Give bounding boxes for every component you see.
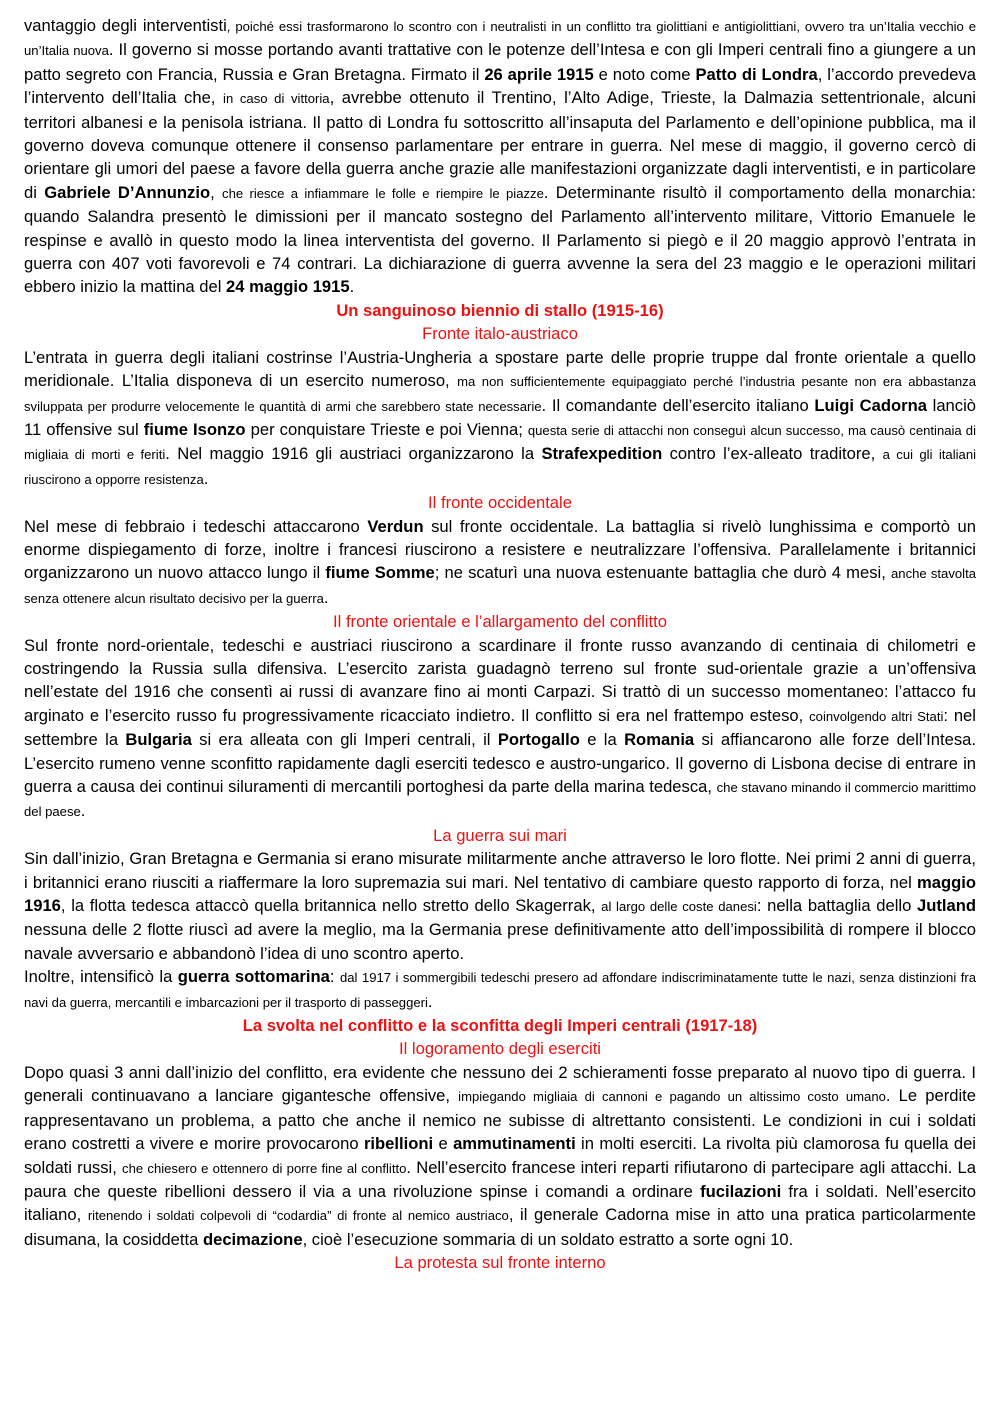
text-small: ritenendo i soldati colpevoli di “codardia” di fronte al nemico austriaco [87, 1208, 509, 1224]
text: , cioè l’esecuzione sommaria di un soldato estratto a sorte ogni 10. [302, 1229, 794, 1249]
text-small: questa serie di attacchi non conseguì alcun successo, ma causò centinaia di migliaia di morti e feriti [24, 422, 976, 463]
bold-text: Luigi Cadorna [814, 395, 927, 415]
paragraph-guerra-sui-mari [24, 847, 976, 965]
text: , la flotta tedesca attaccò quella britannica nello stretto dello Skagerrak, [60, 896, 602, 916]
text: e [433, 1134, 454, 1154]
bold-text: fiume Isonzo [143, 419, 246, 439]
text: nessuna delle 2 flotte riuscì ad avere la meglio, ma la Germania prese definitivamente atto dell’impossibilità di rompere il blocco navale avversario e abbandonò l’idea di uno scontro aperto. [24, 920, 976, 963]
subsection-heading: La protesta sul fronte interno [394, 1253, 606, 1273]
text-small: , poiché essi trasformarono lo scontro con i neutralisti in un conflitto tra giolittiani e antigiolittiani, ovvero tra un’Italia vecchio e un’Italia nuova [24, 19, 977, 59]
text: Sul fronte nord-orientale, tedeschi e austriaci riuscirono a scardinare il fronte russo avanzando di centinaia di chilometri e costringendo la Russia sulla difensiva. L’esercito zarista guadagnò terreno sul fronte sud-orientale grazie a un’offensiva nell’estate del 1916 che consentì ai russi di avanzare fino ai monti Carpazi. Si trattò di un successo momentaneo: l’attacco fu arginato e l’esercito russo fu progressivamente ricacciato indietro. Il conflitto si era nel frattempo esteso, [24, 635, 976, 725]
text: . [323, 587, 329, 607]
text: : [329, 967, 340, 987]
paragraph-logoramento-eserciti [24, 1061, 976, 1251]
subsection-heading: Fronte italo-austriaco [422, 324, 578, 344]
subsection-heading: Il logoramento degli eserciti [399, 1039, 601, 1059]
paragraph-fronte-italo-austriaco [24, 346, 976, 491]
bold-text: 24 maggio 1915 [226, 277, 350, 297]
text: L’entrata in guerra degli italiani costrinse l’Austria-Ungheria a spostare parte delle proprie truppe dal fronte orientale a quello meridionale. L’Italia disponeva di un esercito numeroso, [24, 347, 976, 391]
bold-text: Gabriele D’Annunzio [44, 182, 211, 202]
text: . [80, 801, 86, 821]
text: : nella battaglia dello [756, 896, 917, 916]
text-small: impiegando migliaia di cannoni e pagando un altissimo costo umano [458, 1089, 886, 1105]
text-small: che stavano minando il commercio marittimo del paese [24, 780, 976, 820]
text: lanciò 11 offensive sul [24, 395, 976, 439]
text-small: dal 1917 i sommergibili tedeschi presero ad affondare indiscriminatamente tutte le nazi, senza distinzioni fra navi da guerra, mercantili e imbarcazioni per il trasporto di passeggeri [24, 970, 976, 1010]
text: . Determinante risultò il comportamento della monarchia: quando Salandra presentò le dimissioni per il mancato sostegno del Parlamento all’intervento militare, Vittorio Emanuele le respinse e avallò in questo modo la linea interventista del governo. Il Parlamento si piegò e il 20 maggio approvò l’entrata in guerra con 407 voti favorevoli e 74 contrari. La dichiarazione di guerra avvenne la sera del 23 maggio e le operazioni militari ebbero inizio la mattina del [24, 182, 976, 297]
text: : nel settembre la [24, 705, 976, 750]
text: si era alleata con gli Imperi centrali, il [191, 730, 498, 750]
text: . Nell’esercito francese interi reparti rifiutarono di partecipare agli attacchi. La paura che queste ribellioni dessero il via a una rivoluzione spinse i comandi a ordinare [24, 1157, 976, 1201]
text: . Il governo si mosse portando avanti trattative con le potenze dell’Intesa e con gli Imperi centrali fino a giungere a un patto segreto con Francia, Russia e Gran Bretagna. Firmato il [24, 40, 976, 84]
subsection-heading: Il fronte orientale e l’allargamento del conflitto [333, 612, 667, 632]
bold-text: ammutinamenti [453, 1134, 576, 1154]
bold-text: ribellioni [363, 1134, 434, 1154]
text-small: in caso di vittoria [223, 91, 330, 107]
bold-text: decimazione [202, 1229, 303, 1249]
text: ; ne scaturì una nuova estenuante battaglia che durò 4 mesi, [434, 563, 891, 583]
text: . Nel maggio 1916 gli austriaci organizzarono la [165, 444, 542, 464]
text: , [210, 182, 223, 202]
text: Nel mese di febbraio i tedeschi attaccarono [24, 516, 368, 536]
text-small: coinvolgendo altri Stati [809, 708, 944, 724]
bold-text: Portogallo [497, 730, 580, 750]
subsection-heading: Il fronte occidentale [428, 493, 572, 513]
section-heading: Un sanguinoso biennio di stallo (1915-16) [336, 300, 664, 320]
text: in molti eserciti. La rivolta più clamorosa fu quella dei soldati russi, [24, 1134, 976, 1177]
bold-text: maggio 1916 [24, 872, 976, 916]
paragraph-intervento-italia [24, 14, 976, 299]
paragraph-fronte-occidentale [24, 515, 976, 611]
paragraph-guerra-sottomarina [24, 965, 976, 1014]
bold-text: Romania [624, 730, 695, 750]
section-heading: La svolta nel conflitto e la sconfitta degli Imperi centrali (1917-18) [242, 1016, 758, 1036]
text: Inoltre, intensificò la [24, 967, 178, 987]
text-small: anche stavolta senza ottenere alcun risultato decisivo per la guerra [24, 566, 976, 606]
text: , l’accordo prevedeva l’intervento dell’Italia che, [24, 64, 977, 108]
bold-text: Bulgaria [125, 730, 192, 750]
text: fra i soldati. Nell’esercito italiano, [24, 1181, 976, 1225]
text-small: che riesce a infiammare le folle e riempire le piazze [222, 185, 544, 201]
bold-text: fiume Somme [325, 563, 435, 583]
text: per conquistare Trieste e poi Vienna; [245, 419, 528, 439]
subsection-heading: La guerra sui mari [433, 825, 567, 845]
text-small: al largo delle coste danesi [601, 899, 757, 915]
bold-text: Jutland [916, 896, 976, 916]
text: . [427, 991, 433, 1011]
text: e la [579, 730, 625, 750]
bold-text: Verdun [367, 516, 424, 536]
text: e noto come [593, 64, 696, 84]
text: si affiancarono alle forze dell’Intesa. L’esercito rumeno venne sconfitto rapidamente dagli eserciti tedesco e austro-ungarico. Il governo di Lisbona decise di entrare in guerra a causa dei continui siluramenti di mercantili portoghesi da parte della marina tedesca, [24, 730, 976, 796]
text: . Le perdite rappresentavano un problema, a patto che anche il nemico ne subisse di altrettanto consistenti. Le condizioni in cui i soldati erano costretti a vivere e morire provocarono [24, 1086, 977, 1154]
text: vantaggio degli interventisti [24, 16, 227, 35]
bold-text: 26 aprile 1915 [484, 64, 594, 84]
text: . Il comandante dell’esercito italiano [541, 395, 815, 415]
text: sul fronte occidentale. La battaglia si rivelò lunghissima e comportò un enorme dispiegamento di forze, inoltre i francesi riuscirono a resistere e neutralizzare l’offensiva. Parallelamente i britannici organizzarono un nuovo attacco lungo il [24, 516, 976, 583]
bold-text: Strafexpedition [541, 444, 663, 464]
bold-text: Patto di Londra [695, 64, 818, 84]
text-small: ma non sufficientemente equipaggiato perché l’industria pesante non era abbastanza sviluppata per produrre velocemente le quantità di armi che sarebbero state necessarie [24, 374, 976, 414]
text: , il generale Cadorna mise in atto una pratica particolarmente disumana, la cosiddetta [24, 1205, 977, 1249]
text: . [349, 277, 355, 297]
text: . [203, 468, 209, 488]
text-small: che chiesero e ottennero di porre fine al conflitto [122, 1160, 407, 1176]
bold-text: fucilazioni [700, 1181, 782, 1201]
paragraph-fronte-orientale [24, 634, 976, 824]
text: Sin dall’inizio, Gran Bretagna e Germania si erano misurate militarmente anche attraverso le loro flotte. Nei primi 2 anni di guerra, i britannici erano riusciti a riaffermare la loro supremazia sui mari. Nel tentativo di cambiare questo rapporto di forza, nel [24, 849, 976, 892]
text: contro l’ex-alleato traditore, [662, 444, 883, 464]
text: , avrebbe ottenuto il Trentino, l’Alto Adige, Trieste, la Dalmazia settentrionale, alcuni territori albanesi e la penisola istriana. Il patto di Londra fu sottoscritto all’insaputa del Parlamento e dell’opinione pubblica, ma il governo doveva comunque ottenere il consenso parlamentare per entrare in guerra. Nel mese di maggio, il governo cercò di orientare gli umori del paese a favore della guerra anche grazie alle manifestazioni organizzate dagli interventisti, e in particolare di [24, 88, 976, 202]
text: Dopo quasi 3 anni dall’inizio del conflitto, era evidente che nessuno dei 2 schieramenti fosse preparato al nuovo tipo di guerra. I generali continuavano a lanciare gigantesche offensive, [24, 1062, 976, 1106]
text-small: a cui gli italiani riuscirono a opporre resistenza [24, 447, 977, 487]
bold-text: guerra sottomarina [177, 967, 330, 987]
